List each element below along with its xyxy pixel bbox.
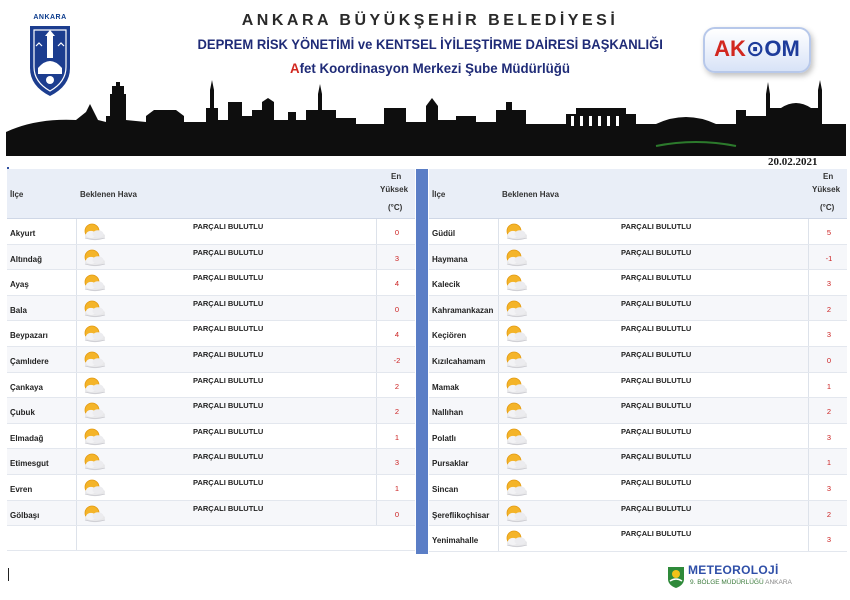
table-row <box>7 245 415 271</box>
max-temperature: -1 <box>825 253 833 263</box>
weather-description: PARÇALI BULUTLU <box>193 477 264 487</box>
max-temperature: 0 <box>826 355 832 365</box>
weather-description: PARÇALI BULUTLU <box>621 426 692 436</box>
akom-badge-ak: AK <box>714 36 746 61</box>
partly-cloudy-icon <box>502 222 530 242</box>
column-separator <box>76 219 77 244</box>
column-separator <box>376 373 377 398</box>
district-name: Kalecik <box>432 280 461 290</box>
column-separator <box>808 373 809 398</box>
partly-cloudy-icon <box>502 529 530 549</box>
column-separator <box>808 449 809 474</box>
column-weather: Beklenen Hava <box>80 190 137 199</box>
table-row <box>429 501 847 527</box>
district-name: Yenimahalle <box>432 536 479 546</box>
table-row <box>429 398 847 424</box>
district-name: Güdül <box>432 229 456 238</box>
partly-cloudy-icon <box>502 478 530 498</box>
column-separator <box>808 501 809 526</box>
max-temperature: 2 <box>394 407 400 417</box>
district-name: Mamak <box>432 382 460 392</box>
table-row <box>7 321 415 347</box>
table-row <box>429 321 847 347</box>
column-separator <box>498 245 499 270</box>
district-name: Elmadağ <box>10 433 44 443</box>
district-name: Akyurt <box>10 229 36 238</box>
weather-description: PARÇALI BULUTLU <box>621 273 692 283</box>
table-row <box>7 270 415 296</box>
partly-cloudy-icon <box>80 504 108 524</box>
column-separator <box>498 424 499 449</box>
column-separator <box>76 449 77 474</box>
weather-description: PARÇALI BULUTLU <box>193 375 264 385</box>
partly-cloudy-icon <box>502 452 530 472</box>
weather-description: PARÇALI BULUTLU <box>621 401 692 411</box>
partly-cloudy-icon <box>80 376 108 396</box>
column-separator <box>376 347 377 372</box>
partly-cloudy-icon <box>502 504 530 524</box>
weather-description: PARÇALI BULUTLU <box>193 273 264 283</box>
max-temperature: 1 <box>826 381 832 391</box>
partly-cloudy-icon <box>502 376 530 396</box>
partly-cloudy-icon <box>502 299 530 319</box>
column-separator <box>376 424 377 449</box>
district-name: Çubuk <box>10 408 35 418</box>
weather-description: PARÇALI BULUTLU <box>193 247 264 257</box>
column-separator <box>76 373 77 398</box>
column-separator <box>376 270 377 295</box>
column-max-line2: Yüksek <box>812 185 841 194</box>
column-separator <box>76 270 77 295</box>
branch-title <box>193 60 668 76</box>
table-row <box>7 296 415 322</box>
forecast-table-right <box>429 169 847 552</box>
partly-cloudy-icon <box>80 478 108 498</box>
weather-description: PARÇALI BULUTLU <box>621 503 692 513</box>
weather-description: PARÇALI BULUTLU <box>621 452 692 462</box>
meteoroloji-name: METEOROLOJİ <box>688 563 779 577</box>
text-cursor <box>8 568 9 581</box>
max-temperature: 1 <box>394 483 400 493</box>
max-temperature: 1 <box>394 432 400 442</box>
column-max-line1: En <box>823 172 834 181</box>
max-temperature: 3 <box>394 458 400 468</box>
column-separator <box>808 296 809 321</box>
akom-badge-om: OM <box>764 36 800 61</box>
column-separator <box>376 475 377 500</box>
max-temperature: 0 <box>394 304 400 314</box>
column-separator <box>498 501 499 526</box>
column-separator <box>498 475 499 500</box>
column-separator <box>76 501 77 526</box>
column-separator <box>376 449 377 474</box>
weather-description: PARÇALI BULUTLU <box>193 452 264 462</box>
max-temperature: 3 <box>826 483 832 493</box>
table-header <box>7 169 415 219</box>
max-temperature: 3 <box>826 535 832 545</box>
table-row <box>7 219 415 245</box>
partly-cloudy-icon <box>80 248 108 268</box>
logo-text: ANKARA <box>33 14 67 21</box>
max-temperature: 2 <box>826 407 832 417</box>
max-temperature: 5 <box>826 228 832 237</box>
column-separator <box>376 398 377 423</box>
weather-description: PARÇALI BULUTLU <box>193 324 264 334</box>
partly-cloudy-icon <box>502 427 530 447</box>
column-district: İlçe <box>10 190 24 199</box>
table-row <box>429 347 847 373</box>
branch-title-initial: A <box>289 60 300 76</box>
column-max-line2: Yüksek <box>380 185 409 194</box>
table-row <box>7 449 415 475</box>
department-title: DEPREM RİSK YÖNETİMİ ve KENTSEL İYİLEŞTİRME DAİRESİ BAŞKANLIĞI <box>197 36 663 52</box>
table-row <box>429 475 847 501</box>
district-name: Altındağ <box>10 254 42 264</box>
table-row <box>7 424 415 450</box>
district-name: Şereflikoçhisar <box>432 510 490 520</box>
column-separator <box>808 475 809 500</box>
column-separator <box>808 219 809 244</box>
akom-badge <box>703 27 811 73</box>
weather-description: PARÇALI BULUTLU <box>621 298 692 308</box>
column-separator <box>376 321 377 346</box>
table-row <box>429 270 847 296</box>
table-row <box>7 398 415 424</box>
partly-cloudy-icon <box>502 273 530 293</box>
district-name: Nallıhan <box>432 408 464 418</box>
district-name: Evren <box>10 484 33 494</box>
column-separator <box>376 296 377 321</box>
column-separator <box>498 347 499 372</box>
column-separator <box>808 526 809 551</box>
district-name: Beypazarı <box>10 331 48 341</box>
weather-description: PARÇALI BULUTLU <box>621 375 692 385</box>
table-row <box>429 296 847 322</box>
partly-cloudy-icon <box>80 427 108 447</box>
district-name: Polatlı <box>432 433 457 443</box>
table-row <box>429 526 847 552</box>
max-temperature: 4 <box>394 279 400 289</box>
column-separator <box>808 424 809 449</box>
table-row <box>429 245 847 271</box>
partly-cloudy-icon <box>80 350 108 370</box>
report-date: 20.02.2021 <box>768 156 818 168</box>
table-body <box>429 219 847 552</box>
column-separator <box>376 245 377 270</box>
column-separator <box>498 219 499 244</box>
column-separator <box>808 245 809 270</box>
column-separator <box>498 526 499 551</box>
meteoroloji-emblem-icon <box>666 565 686 589</box>
column-separator <box>76 245 77 270</box>
weather-description: PARÇALI BULUTLU <box>193 222 264 231</box>
partly-cloudy-icon <box>80 324 108 344</box>
district-name: Gölbaşı <box>10 510 40 520</box>
column-separator <box>808 347 809 372</box>
column-separator <box>498 398 499 423</box>
weather-description: PARÇALI BULUTLU <box>621 349 692 359</box>
partly-cloudy-icon <box>80 401 108 421</box>
weather-description: PARÇALI BULUTLU <box>621 324 692 334</box>
weather-description: PARÇALI BULUTLU <box>193 426 264 436</box>
column-separator <box>808 321 809 346</box>
max-temperature: 0 <box>394 509 400 519</box>
district-name: Kahramankazan <box>432 305 494 315</box>
district-name: Bala <box>10 305 27 315</box>
table-row <box>7 501 415 527</box>
partly-cloudy-icon <box>80 299 108 319</box>
column-max-line1: En <box>391 172 402 181</box>
partly-cloudy-icon <box>502 401 530 421</box>
max-temperature: 1 <box>826 458 832 468</box>
district-name: Çankaya <box>10 382 43 392</box>
column-separator <box>76 398 77 423</box>
max-temperature: 3 <box>394 253 400 263</box>
table-header <box>429 169 847 219</box>
column-separator <box>498 321 499 346</box>
branch-title-rest: fet Koordinasyon Merkezi Şube Müdürlüğü <box>299 60 571 76</box>
partly-cloudy-icon <box>80 273 108 293</box>
max-temperature: -2 <box>393 355 401 365</box>
column-separator <box>76 296 77 321</box>
weather-description: PARÇALI BULUTLU <box>193 349 264 359</box>
table-divider <box>416 169 428 554</box>
column-separator <box>498 270 499 295</box>
weather-description: PARÇALI BULUTLU <box>193 401 264 411</box>
partly-cloudy-icon <box>502 350 530 370</box>
column-separator <box>376 501 377 526</box>
column-separator <box>76 424 77 449</box>
meteoroloji-region: 9. BÖLGE MÜDÜRLÜĞÜ <box>690 579 764 586</box>
max-temperature: 2 <box>826 304 832 314</box>
max-temperature: 3 <box>826 279 832 289</box>
column-max-unit: (°C) <box>388 203 403 212</box>
max-temperature: 3 <box>826 432 832 442</box>
weather-description: PARÇALI BULUTLU <box>621 477 692 487</box>
partly-cloudy-icon <box>80 222 108 242</box>
column-max-unit: (°C) <box>820 203 835 212</box>
meteoroloji-subtitle <box>690 579 792 586</box>
max-temperature: 2 <box>394 381 400 391</box>
table-body <box>7 219 415 526</box>
table-row <box>7 373 415 399</box>
meteoroloji-logo <box>666 563 816 593</box>
partly-cloudy-icon <box>502 248 530 268</box>
max-temperature: 4 <box>394 330 400 340</box>
district-name: Çamlıdere <box>10 356 49 366</box>
column-separator <box>76 347 77 372</box>
table-row <box>7 475 415 501</box>
district-name: Haymana <box>432 254 468 264</box>
column-separator <box>76 526 77 550</box>
district-name: Sincan <box>432 484 459 494</box>
column-separator <box>76 321 77 346</box>
max-temperature: 3 <box>826 330 832 340</box>
table-row <box>429 373 847 399</box>
partly-cloudy-icon <box>502 324 530 344</box>
partly-cloudy-icon <box>80 452 108 472</box>
column-district: İlçe <box>432 190 446 199</box>
weather-description: PARÇALI BULUTLU <box>193 503 264 513</box>
max-temperature: 0 <box>394 228 400 237</box>
district-name: Keçiören <box>432 331 467 341</box>
weather-description: PARÇALI BULUTLU <box>193 298 264 308</box>
table-row <box>429 219 847 245</box>
column-separator <box>76 475 77 500</box>
meteoroloji-city: ANKARA <box>765 579 792 586</box>
max-temperature: 2 <box>826 509 832 519</box>
column-separator <box>808 270 809 295</box>
weather-description: PARÇALI BULUTLU <box>621 529 692 539</box>
column-separator <box>498 296 499 321</box>
table-row-empty <box>7 526 415 551</box>
table-row <box>7 347 415 373</box>
forecast-table-left <box>7 169 415 551</box>
column-separator <box>376 219 377 244</box>
municipality-title: ANKARA BÜYÜKŞEHİR BELEDİYESİ <box>241 12 619 29</box>
weather-description: PARÇALI BULUTLU <box>621 247 692 257</box>
column-separator <box>498 373 499 398</box>
column-separator <box>498 449 499 474</box>
column-separator <box>808 398 809 423</box>
district-name: Ayaş <box>10 280 29 290</box>
table-row <box>429 449 847 475</box>
akom-emblem-icon: ⊙ <box>745 36 765 61</box>
district-name: Etimesgut <box>10 459 49 469</box>
weather-description: PARÇALI BULUTLU <box>621 222 692 231</box>
ankara-skyline-icon <box>6 80 846 156</box>
district-name: Pursaklar <box>432 459 469 469</box>
column-weather: Beklenen Hava <box>502 190 559 199</box>
district-name: Kızılcahamam <box>432 356 486 366</box>
table-row <box>429 424 847 450</box>
